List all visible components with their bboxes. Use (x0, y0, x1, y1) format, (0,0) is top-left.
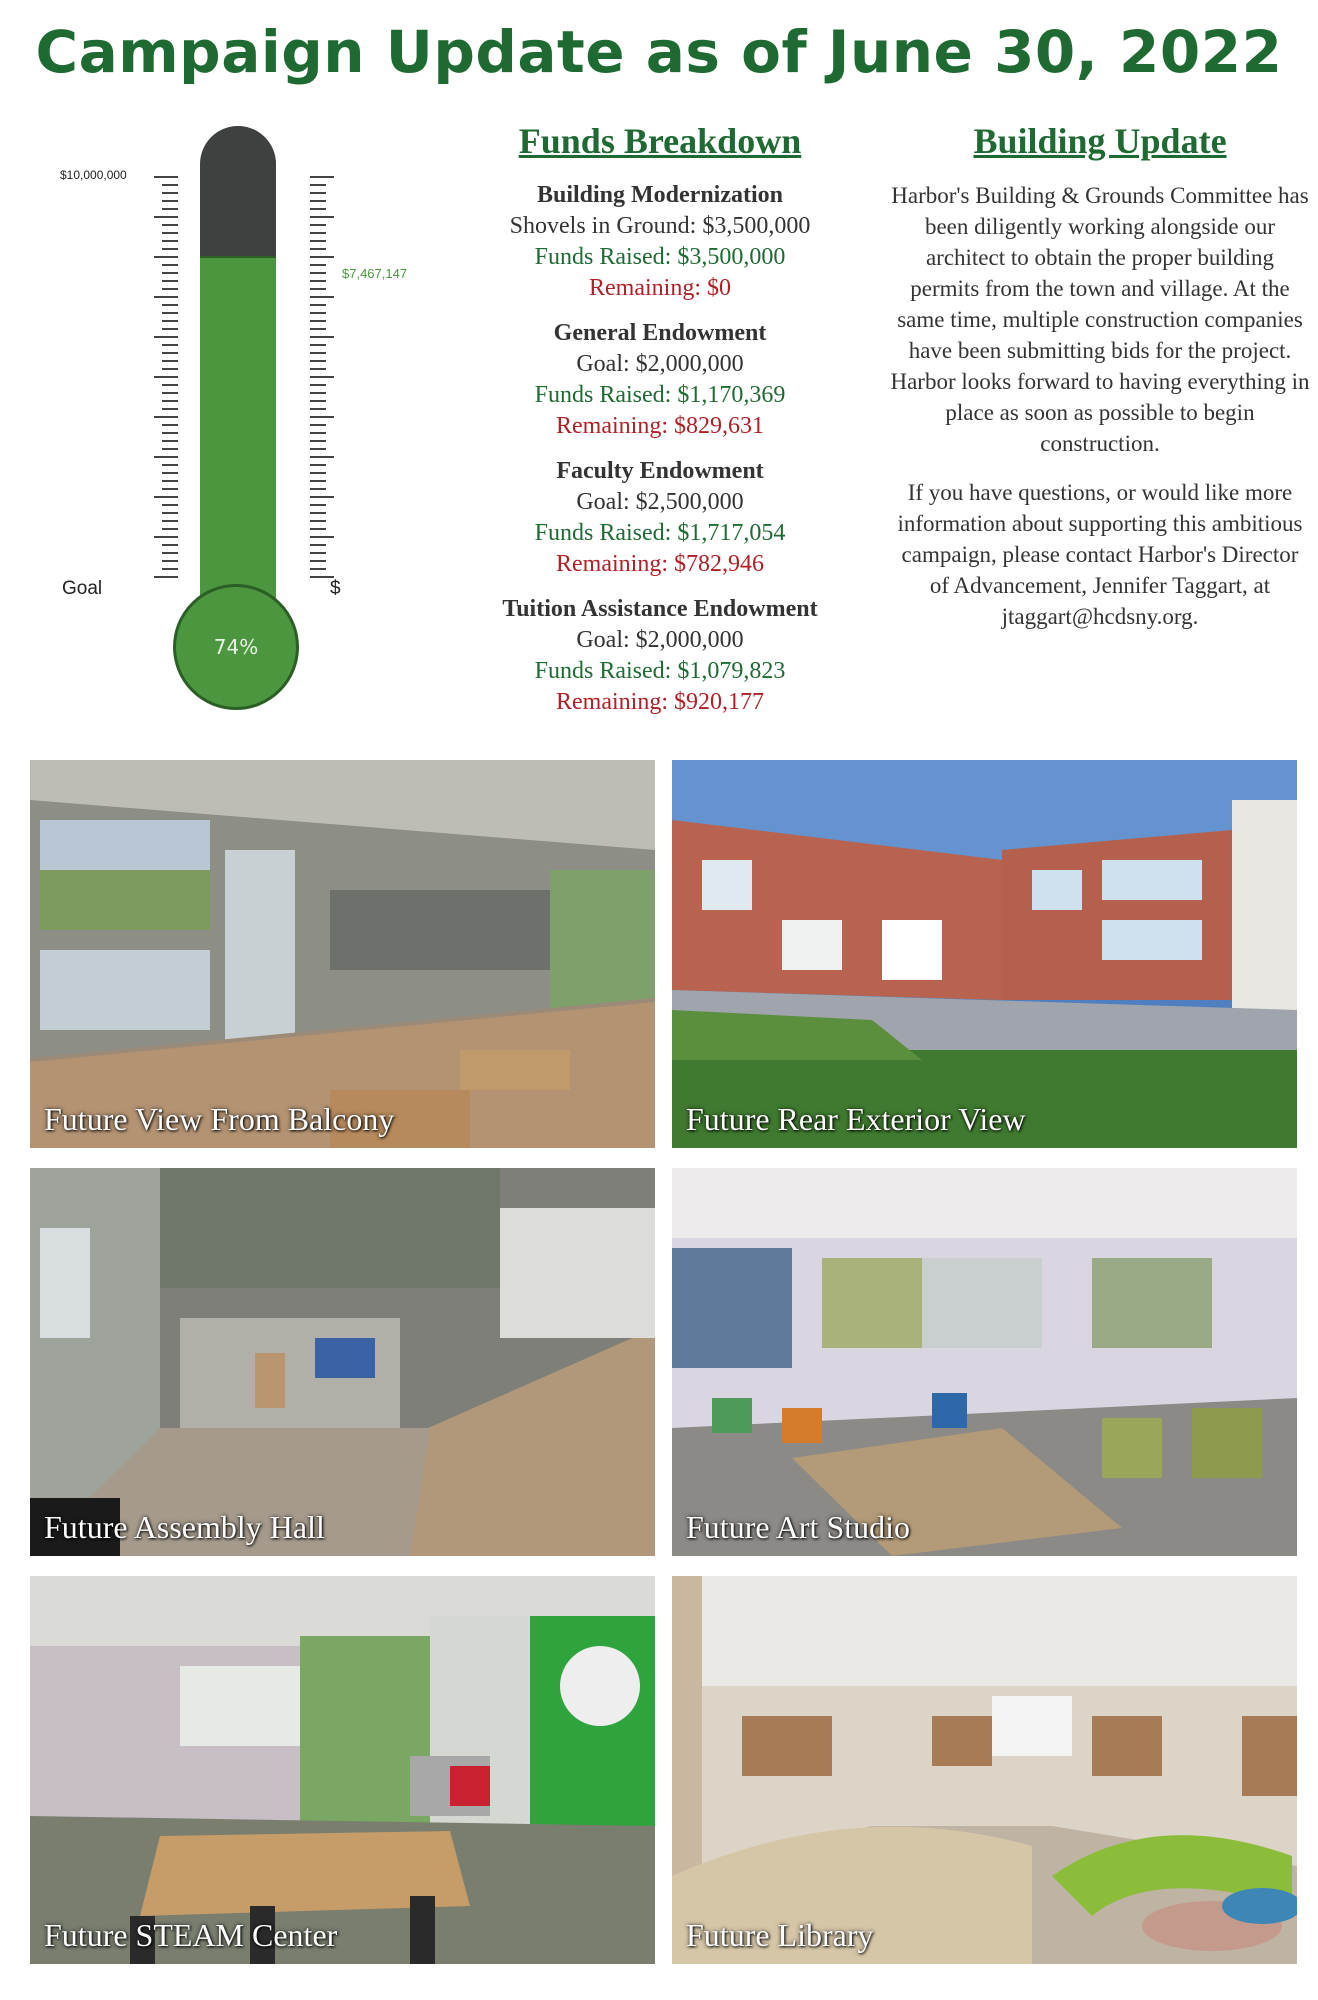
scale-tick (310, 408, 326, 410)
scale-tick (154, 216, 178, 218)
scale-tick (310, 288, 326, 290)
scale-tick (310, 240, 326, 242)
scale-tick (310, 560, 326, 562)
raised-amount-label: $7,467,147 (342, 266, 408, 281)
scale-tick (162, 240, 178, 242)
goal-label: Goal (62, 578, 103, 599)
scale-tick (310, 536, 334, 538)
fund-name: Building Modernization (536, 182, 784, 208)
scale-tick (310, 440, 326, 442)
scale-tick (310, 184, 326, 186)
scale-tick (310, 248, 326, 250)
scale-tick (310, 392, 326, 394)
scale-tick (310, 264, 326, 266)
scale-tick (162, 360, 178, 362)
fund-name: Tuition Assistance Endowment (502, 596, 818, 622)
scale-tick (310, 280, 326, 282)
scale-tick (162, 544, 178, 546)
scale-tick (154, 296, 178, 298)
scale-tick (162, 320, 178, 322)
scale-tick (154, 256, 178, 258)
scale-tick (154, 336, 178, 338)
scale-tick (310, 192, 326, 194)
scale-tick (162, 280, 178, 282)
scale-tick (310, 224, 326, 226)
scale-tick (154, 496, 178, 498)
scale-tick (310, 256, 334, 258)
scale-tick (310, 472, 326, 474)
fund-group (440, 180, 880, 304)
fund-raised: Funds Raised: $1,079,823 (534, 658, 786, 684)
photo-caption: Future Assembly Hall (44, 1509, 325, 1545)
scale-tick (162, 520, 178, 522)
scale-tick (310, 352, 326, 354)
photo-library (672, 1576, 1297, 1964)
scale-tick (310, 512, 326, 514)
fund-raised: Funds Raised: $3,500,000 (534, 244, 786, 270)
fund-name: General Endowment (553, 320, 767, 346)
contact-paragraph: If you have questions, or would like more information about supporting this ambitious campaign, please contact Harbor's Director of Advancement, Jennifer Taggart, at jtaggart@hcdsny.org. (897, 480, 1303, 629)
scale-tick (310, 496, 334, 498)
percent-label: 74% (213, 635, 259, 659)
scale-tick (162, 440, 178, 442)
scale-tick (162, 560, 178, 562)
scale-tick (162, 312, 178, 314)
thermometer-tube (200, 126, 276, 646)
scale-tick (310, 568, 326, 570)
scale-tick (310, 456, 334, 458)
scale-tick (162, 304, 178, 306)
scale-tick (154, 416, 178, 418)
fund-remaining: Remaining: $782,946 (556, 551, 764, 577)
scale-tick (310, 488, 326, 490)
scale-tick (162, 344, 178, 346)
left-scale-ticks (148, 176, 178, 576)
scale-tick (310, 216, 334, 218)
scale-tick (310, 432, 326, 434)
photo-rear-exterior (672, 760, 1297, 1148)
scale-tick (162, 192, 178, 194)
thermometer-bulb (173, 584, 299, 710)
scale-tick (310, 376, 334, 378)
scale-tick (310, 232, 326, 234)
scale-tick (310, 464, 326, 466)
scale-tick (162, 368, 178, 370)
scale-tick (310, 424, 326, 426)
scale-tick (162, 472, 178, 474)
scale-tick (310, 296, 334, 298)
scale-tick (154, 376, 178, 378)
fundraising-thermometer (40, 120, 440, 720)
photo-art-studio (672, 1168, 1297, 1556)
fund-remaining: Remaining: $920,177 (556, 689, 764, 715)
scale-tick (310, 480, 326, 482)
scale-tick (162, 200, 178, 202)
photo-assembly-hall (30, 1168, 655, 1556)
photo-caption: Future View From Balcony (44, 1101, 395, 1137)
scale-tick (162, 288, 178, 290)
scale-tick (162, 568, 178, 570)
scale-tick (310, 360, 326, 362)
scale-tick (162, 448, 178, 450)
scale-tick (154, 456, 178, 458)
scale-tick (310, 520, 326, 522)
scale-tick (310, 448, 326, 450)
scale-tick (310, 320, 326, 322)
scale-tick (310, 272, 326, 274)
scale-tick (310, 384, 326, 386)
scale-tick (162, 208, 178, 210)
scale-tick (162, 392, 178, 394)
scale-tick (162, 464, 178, 466)
scale-tick (162, 408, 178, 410)
fund-group (440, 594, 880, 718)
fund-goal: Shovels in Ground: $3,500,000 (509, 213, 811, 239)
scale-tick (162, 424, 178, 426)
scale-tick (162, 480, 178, 482)
scale-tick (162, 328, 178, 330)
scale-tick (310, 552, 326, 554)
scale-tick (310, 176, 334, 178)
scale-tick (162, 552, 178, 554)
scale-tick (154, 576, 178, 578)
scale-tick (162, 272, 178, 274)
fund-raised: Funds Raised: $1,717,054 (534, 520, 786, 546)
scale-tick (162, 264, 178, 266)
scale-tick (162, 224, 178, 226)
goal-amount-label: $10,000,000 (60, 168, 127, 182)
fund-remaining: Remaining: $0 (589, 275, 731, 301)
building-update (890, 180, 1310, 650)
scale-tick (310, 208, 326, 210)
photo-caption: Future Art Studio (686, 1509, 911, 1545)
photo-caption: Future Rear Exterior View (686, 1101, 1026, 1137)
scale-tick (162, 488, 178, 490)
scale-tick (310, 504, 326, 506)
building-update-heading: Building Update (973, 121, 1227, 161)
scale-tick (310, 312, 326, 314)
scale-tick (310, 344, 326, 346)
scale-tick (310, 368, 326, 370)
dollar-label: $ (330, 578, 341, 599)
fund-group (440, 456, 880, 580)
scale-tick (310, 200, 326, 202)
fund-name: Faculty Endowment (556, 458, 764, 484)
page-title: Campaign Update as of June 30, 2022 (35, 18, 1283, 86)
fund-raised: Funds Raised: $1,170,369 (534, 382, 786, 408)
scale-tick (162, 248, 178, 250)
funds-breakdown-heading: Funds Breakdown (518, 121, 802, 161)
scale-tick (162, 528, 178, 530)
photo-caption: Future Library (686, 1917, 874, 1953)
scale-tick (310, 336, 334, 338)
right-scale-ticks (310, 176, 340, 576)
scale-tick (162, 352, 178, 354)
fund-goal: Goal: $2,000,000 (576, 351, 744, 377)
scale-tick (162, 232, 178, 234)
building-update-paragraph: Harbor's Building & Grounds Committee has been diligently working alongside our architect to obtain the proper building permits from the town and village. At the same time, multiple construction companies have been submitting bids for the project. Harbor looks forward to having everything in place as soon as possible to begin construction. (890, 183, 1310, 456)
scale-tick (310, 304, 326, 306)
scale-tick (162, 512, 178, 514)
scale-tick (162, 504, 178, 506)
photo-caption: Future STEAM Center (44, 1917, 338, 1953)
photo-steam-center (30, 1576, 655, 1964)
scale-tick (154, 536, 178, 538)
scale-tick (310, 528, 326, 530)
fund-goal: Goal: $2,000,000 (576, 627, 744, 653)
fund-goal: Goal: $2,500,000 (576, 489, 744, 515)
scale-tick (310, 416, 334, 418)
scale-tick (154, 176, 178, 178)
scale-tick (310, 400, 326, 402)
scale-tick (162, 184, 178, 186)
funds-breakdown (440, 180, 880, 732)
scale-tick (162, 432, 178, 434)
photo-balcony (30, 760, 655, 1148)
scale-tick (310, 328, 326, 330)
scale-tick (162, 384, 178, 386)
fund-remaining: Remaining: $829,631 (556, 413, 764, 439)
scale-tick (310, 544, 326, 546)
fund-group (440, 318, 880, 442)
scale-tick (162, 400, 178, 402)
